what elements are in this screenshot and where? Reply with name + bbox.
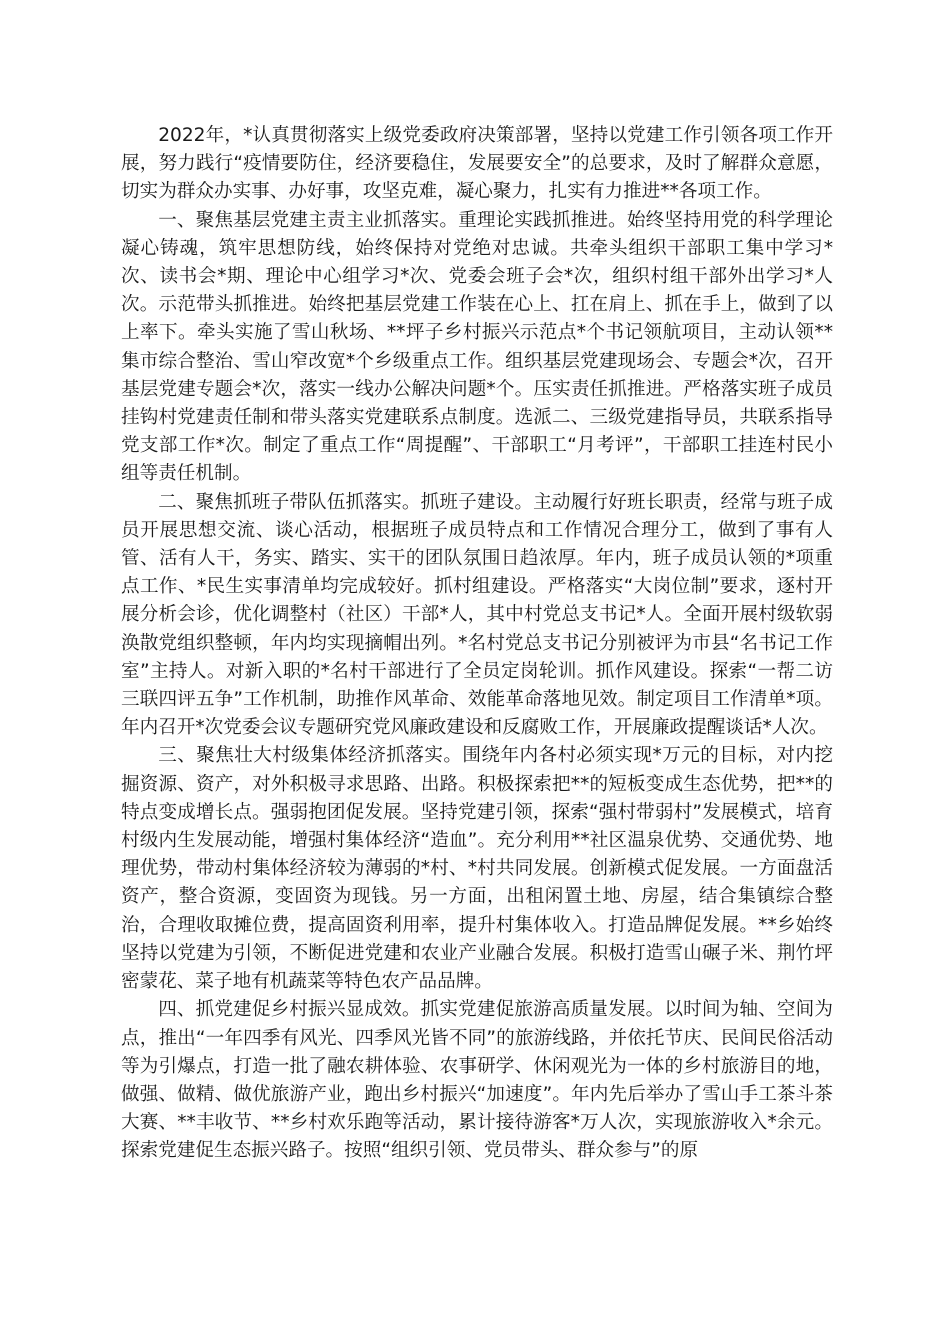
document-page — [121, 122, 833, 1166]
section-1-paragraph: 一、聚焦基层党建主责主业抓落实。重理论实践抓推进。始终坚持用党的科学理论凝心铸魂，筑牢思想防线，始终保持对党绝对忠诚。共牵头组织干部职工集中学习*次、读书会*期、理论中心组学习*次、党委会班子会*次，组织村组干部外出学习*人次。示范带头抓推进。始终把基层党建工作装在心上、扛在肩上、抓在手上，做到了以上率下。牵头实施了雪山秋场、**坪子乡村振兴示范点*个书记领航项目，主动认领**集市综合整治、雪山窄改宽*个乡级重点工作。组织基层党建现场会、专题会*次，召开基层党建专题会*次，落实一线办公解决问题*个。压实责任抓推进。严格落实班子成员挂钩村党建责任制和带头落实党建联系点制度。选派二、三级党建指导员，共联系指导党支部工作*次。制定了重点工作“周提醒”、干部职工“月考评”，干部职工挂连村民小组等责任机制。 — [121, 209, 833, 485]
intro-paragraph: 2022年，*认真贯彻落实上级党委政府决策部署，坚持以党建工作引领各项工作开展，努力践行“疫情要防住，经济要稳住，发展要安全”的总要求，及时了解群众意愿，切实为群众办实事、办好事，攻坚克难，凝心聚力，扎实有力推进**各项工作。 — [121, 125, 833, 203]
section-2-paragraph: 二、聚焦抓班子带队伍抓落实。抓班子建设。主动履行好班长职责，经常与班子成员开展思想交流、谈心活动，根据班子成员特点和工作情况合理分工，做到了事有人管、活有人干，务实、踏实、实干的团队氛围日趋浓厚。年内，班子成员认领的*项重点工作、*民生实事清单均完成较好。抓村组建设。严格落实“大岗位制”要求，逐村开展分析会诊，优化调整村（社区）干部*人，其中村党总支书记*人。全面开展村级软弱涣散党组织整顿，年内均实现摘帽出列。*名村党总支书记分别被评为市县“名书记工作室”主持人。对新入职的*名村干部进行了全员定岗轮训。抓作风建设。探索“一帮二访三联四评五争”工作机制，助推作风革命、效能革命落地见效。制定项目工作清单*项。年内召开*次党委会议专题研究党风廉政建设和反腐败工作，开展廉政提醒谈话*人次。 — [121, 491, 833, 739]
section-4-paragraph: 四、抓党建促乡村振兴显成效。抓实党建促旅游高质量发展。以时间为轴、空间为点，推出“一年四季有风光、四季风光皆不同”的旅游线路，并依托节庆、民间民俗活动等为引爆点，打造一批了融农耕体验、农事研学、休闲观光为一体的乡村旅游目的地，做强、做精、做优旅游产业，跑出乡村振兴“加速度”。年内先后举办了雪山手工茶斗茶大赛、**丰收节、**乡村欢乐跑等活动，累计接待游客*万人次，实现旅游收入*余元。探索党建促生态振兴路子。按照“组织引领、党员带头、群众参与”的原 — [121, 999, 833, 1162]
section-3-paragraph: 三、聚焦壮大村级集体经济抓落实。围绕年内各村必须实现*万元的目标，对内挖掘资源、资产，对外积极寻求思路、出路。积极探索把**的短板变成生态优势，把**的特点变成增长点。强弱抱团促发展。坚持党建引领，探索“强村带弱村”发展模式，培育村级内生发展动能，增强村集体经济“造血”。充分利用**社区温泉优势、交通优势、地理优势，带动村集体经济较为薄弱的*村、*村共同发展。创新模式促发展。一方面盘活资产，整合资源，变固资为现钱。另一方面，出租闲置土地、房屋，结合集镇综合整治，合理收取摊位费，提高固资利用率，提升村集体收入。打造品牌促发展。**乡始终坚持以党建为引领，不断促进党建和农业产业融合发展。积极打造雪山碾子米、荆竹坪密蒙花、菜子地有机蔬菜等特色农产品品牌。 — [121, 745, 833, 993]
